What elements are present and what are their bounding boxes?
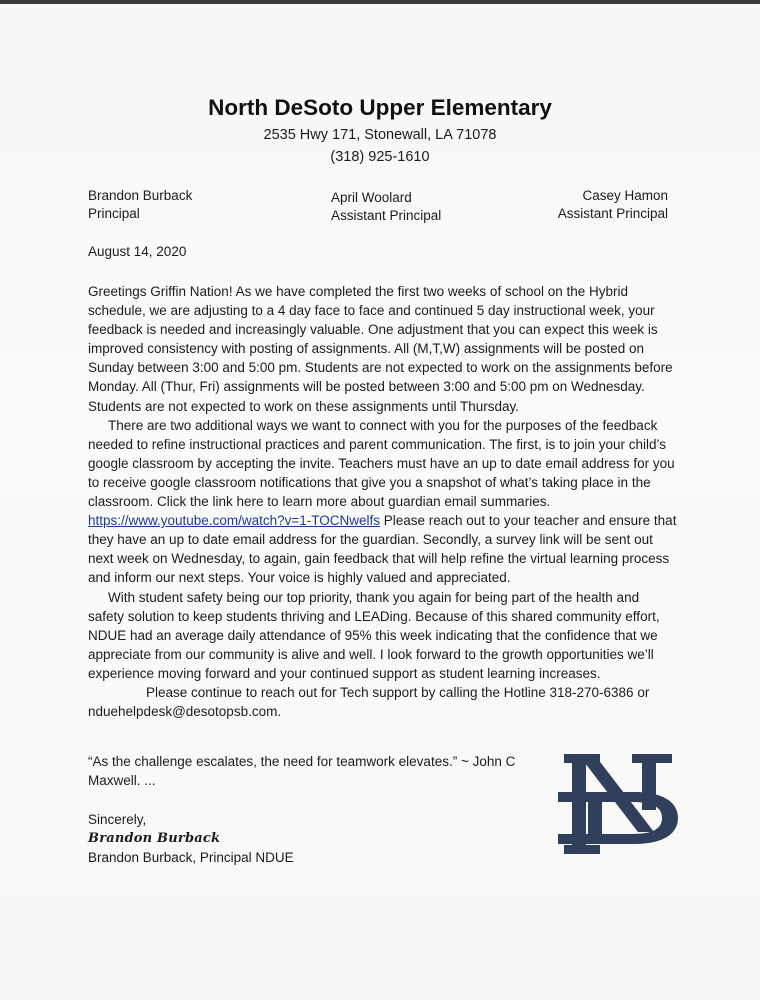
letter-date: August 14, 2020	[88, 244, 187, 259]
paragraph-2-text-b: Please reach out to your teacher and ensure that they have an up to date email address for the guardian. Secondly, a survey link will be sent out next week on Wednesday, to again, gain feedback that will help refine the virtual learning process and inform our next steps. Your voice is highly valued and appreciated.	[88, 513, 677, 586]
paragraph-2-text-a: There are two additional ways we want to connect with you for the purposes of the feedback needed to refine instructional practices and parent communication. The first, is to join your child’s google classroom by accepting the invite. Teachers must have an up to date email address for you to receive google classroom notifications that give you a snapshot of what’s taking place in the classroom. Click the link here to learn more about guardian email summaries.	[88, 417, 675, 510]
paragraph-4: Please continue to reach out for Tech support by calling the Hotline 318-270-6386 or nduehelpdesk@desotopsb.com.	[88, 684, 650, 720]
staff-assistant-principal-2	[553, 187, 668, 223]
paragraph-2	[88, 416, 678, 588]
staff-title: Assistant Principal	[557, 206, 668, 221]
staff-name: April Woolard	[331, 190, 412, 205]
school-name: North DeSoto Upper Elementary	[208, 95, 552, 120]
nd-monogram-logo	[556, 752, 680, 856]
nd-monogram-icon	[558, 754, 678, 854]
paragraph-3: With student safety being our top priority, thank you again for being part of the health and safety solution to keep students thriving and LEADing. Because of this shared community effort, NDUE had an average daily attendance of 95% this week indicating that the confidence that we appreciate from our community is alive and well. I look forward to the growth opportunities we’ll experience moving forward and your continued support as student learning increases.	[88, 589, 660, 681]
youtube-link[interactable]: https://www.youtube.com/watch?v=1-TOCNwelfs	[88, 513, 380, 529]
salutation: Sincerely,	[88, 812, 147, 827]
handwritten-signature: Brandon Burback	[88, 831, 221, 846]
staff-assistant-principal-1	[331, 189, 441, 225]
staff-principal	[88, 187, 192, 223]
school-address: 2535 Hwy 171, Stonewall, LA 71078	[263, 127, 497, 143]
staff-title: Assistant Principal	[331, 208, 442, 223]
closing-quote: “As the challenge escalates, the need for teamwork elevates.” ~ John C Maxwell. ...	[88, 754, 516, 788]
paragraph-1: Greetings Griffin Nation! As we have completed the first two weeks of school on the Hybrid schedule, we are adjusting to a 4 day face to face and continued 5 day instructional week, your feedback is needed and increasingly valuable. One adjustment that you can expect this week is improved consistency with posting of assignments. All (M,T,W) assignments will be posted on Sunday between 3:00 and 5:00 pm. Students are not expected to work on the assignments before Monday. All (Thur, Fri) assignments will be posted between 3:00 and 5:00 pm on Wednesday. Students are not expected to work on these assignments until Thursday.	[88, 284, 673, 414]
staff-title: Principal	[88, 206, 140, 221]
signer-line: Brandon Burback, Principal NDUE	[88, 850, 294, 865]
school-phone: (318) 925-1610	[330, 149, 430, 165]
letter-body	[88, 282, 678, 721]
staff-name: Brandon Burback	[88, 188, 193, 203]
staff-name: Casey Hamon	[582, 188, 668, 203]
signature-block	[88, 810, 294, 867]
